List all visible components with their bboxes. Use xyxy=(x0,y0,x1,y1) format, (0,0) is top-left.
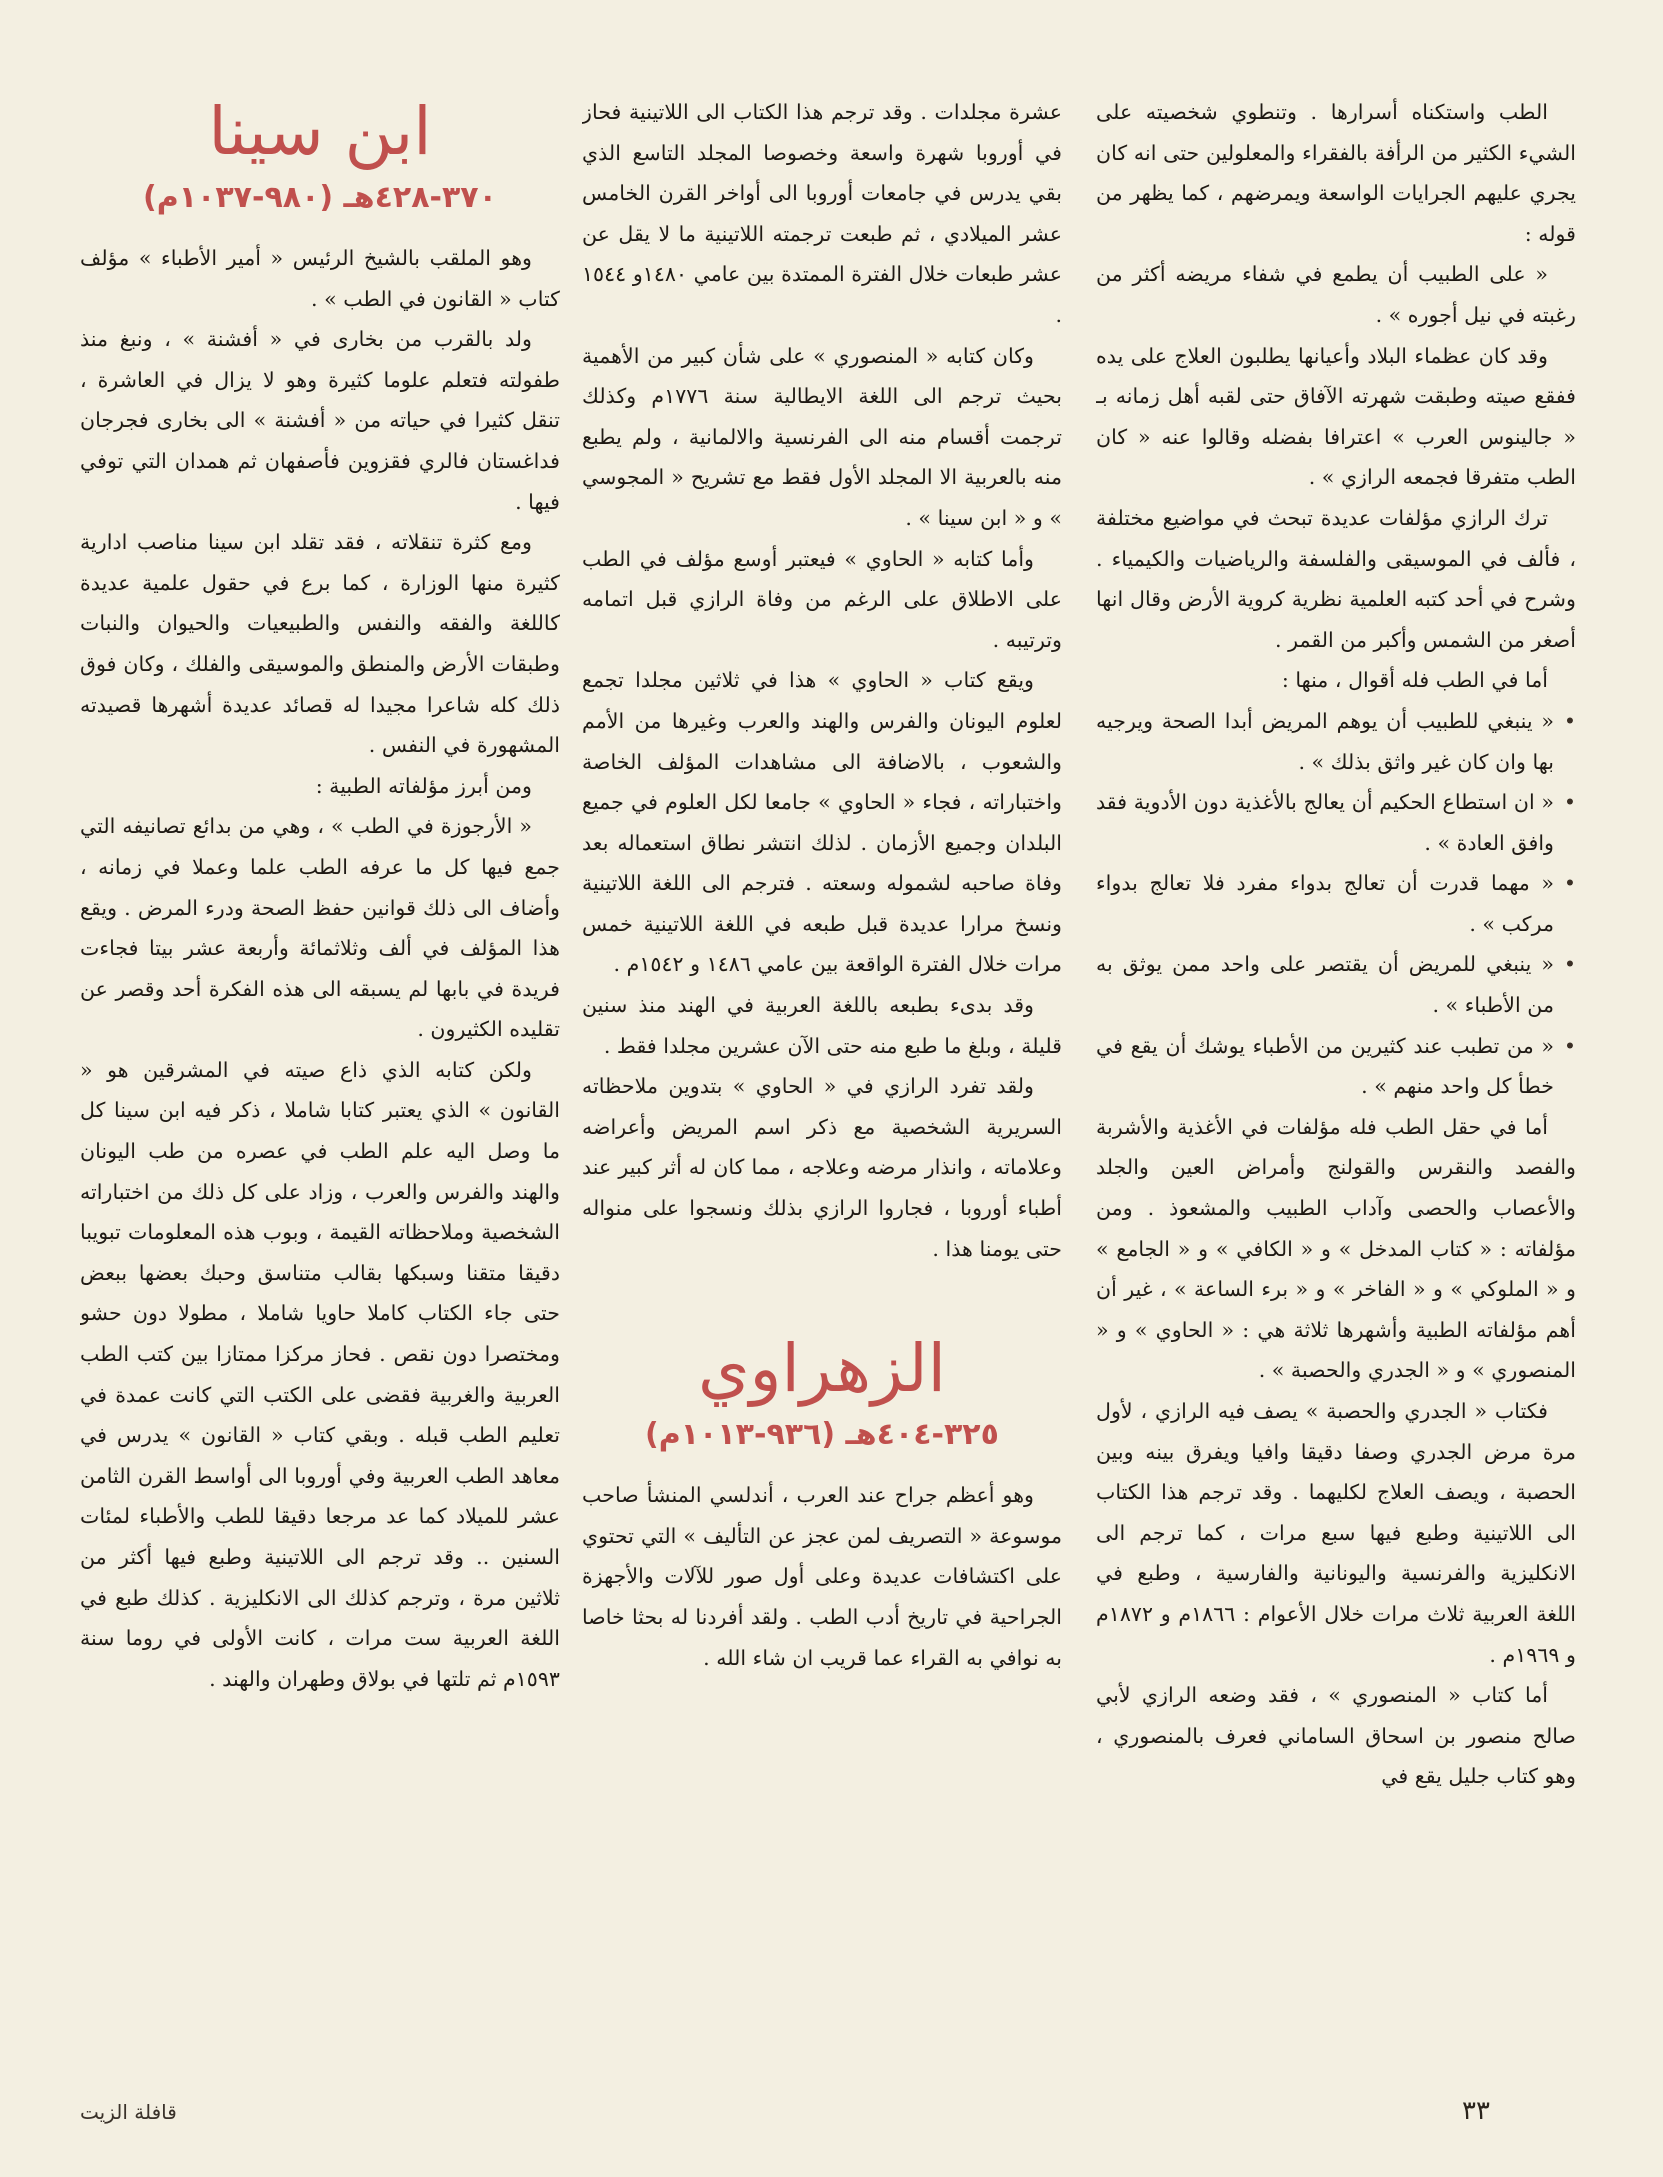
paragraph: « الأرجوزة في الطب » ، وهي من بدائع تصانيفه التي جمع فيها كل ما عرفه الطب علما وعملا في زمانه ، وأضاف الى ذلك قوانين حفظ الصحة ودرء المرض . ويقع هذا المؤلف في ألف وثلاثمائة وأربعة عشر بيتا فجاءت فريدة في بابها لم يسبقه الى هذه الفكرة أحد وقصر عن تقليده الكثيرون . xyxy=(80,814,560,1042)
paragraph: ومن أبرز مؤلفاته الطبية : xyxy=(315,773,532,798)
ibn-sina-dates: ٣٧٠-٤٢٨هـ (٩٨٠-١٠٣٧م) xyxy=(143,180,497,215)
paragraph: أما في حقل الطب فله مؤلفات في الأغذية والأشربة والفصد والنقرس والقولنج وأمراض العين والجلد والأعصاب والحصى وآداب الطبيب والمشعوذ . ومن مؤلفاته : « كتاب المدخل » و « الكافي » و « الجامع » و « الملوكي » و « الفاخر » و « برء الساعة » ، غير أن أهم مؤلفاته الطبية وأشهرها ثلاثة هي : « الحاوي » و « المنصوري » و « الجدري والحصبة » . xyxy=(1096,1114,1576,1383)
paragraph: ولقد تفرد الرازي في « الحاوي » بتدوين ملاحظاته السريرية الشخصية مع ذكر اسم المريض وأعراضه وعلاماته ، وانذار مرضه وعلاجه ، مما كان له أثر كبير عند أطباء أوروبا ، فجاروا الرازي بذلك ونسجوا على منواله حتى يومنا هذا . xyxy=(582,1074,1062,1261)
zahrawi-section xyxy=(582,1329,1062,1678)
paragraph: وأما كتابه « الحاوي » فيعتبر أوسع مؤلف في الطب على الاطلاق على الرغم من وفاة الرازي قبل اتمامه وترتيبه . xyxy=(582,546,1062,652)
paragraph: ومع كثرة تنقلاته ، فقد تقلد ابن سينا مناصب ادارية كثيرة منها الوزارة ، كما برع في حقول علمية عديدة كاللغة والفقه والنفس والطبيعيات والحيوان والنبات وطبقات الأرض والمنطق والموسيقى والفلك ، وكان فوق ذلك كله شاعرا مجيدا له قصائد عديدة أشهرها قصيدته المشهورة في النفس . xyxy=(80,530,560,758)
paragraph: ترك الرازي مؤلفات عديدة تبحث في مواضيع مختلفة ، فألف في الموسيقى والفلسفة والرياضيات والكيمياء . وشرح في أحد كتبه العلمية نظرية كروية الأرض وقال انها أصغر من الشمس وأكبر من القمر . xyxy=(1096,505,1576,652)
column-middle xyxy=(582,92,1062,2042)
paragraph: أما كتاب « المنصوري » ، فقد وضعه الرازي لأبي صالح منصور بن اسحاق الساماني فعرف بالمنصوري ، وهو كتاب جليل يقع في xyxy=(1096,1683,1576,1789)
paragraph: وقد كان عظماء البلاد وأعيانها يطلبون العلاج على يده ففقع صيته وطبقت شهرته الآفاق حتى لقبه أهل زمانه بـ « جالينوس العرب » اعترافا بفضله وقالوا عنه « كان الطب متفرقا فجمعه الرازي » . xyxy=(1096,343,1576,490)
page-number: ٣٣ xyxy=(1462,2096,1490,2126)
paragraph: « على الطبيب أن يطمع في شفاء مريضه أكثر من رغبته في نيل أجوره » . xyxy=(1096,262,1576,327)
quote-bullet: • « ينبغي للطبيب أن يوهم المريض أبدا الصحة ويرجيه بها وان كان غير واثق بذلك » . xyxy=(1096,701,1576,782)
paragraph: أما في الطب فله أقوال ، منها : xyxy=(1281,668,1548,693)
paragraph: وقد بدىء بطبعه باللغة العربية في الهند منذ سنين قليلة ، وبلغ ما طبع منه حتى الآن عشرين مجلدا فقط . xyxy=(582,993,1062,1058)
column-right xyxy=(1096,92,1576,2042)
quote-bullet: • « من تطبب عند كثيرين من الأطباء يوشك أن يقع في خطأ كل واحد منهم » . xyxy=(1096,1026,1576,1107)
column-left xyxy=(80,92,560,2042)
zahrawi-body xyxy=(582,1475,1062,1678)
zahrawi-dates: ٣٢٥-٤٠٤هـ (٩٣٦-١٠١٣م) xyxy=(645,1417,999,1453)
ibn-sina-body xyxy=(80,238,560,1699)
paragraph: وهو الملقب بالشيخ الرئيس « أمير الأطباء » مؤلف كتاب « القانون في الطب » . xyxy=(80,246,560,311)
quote-bullet: • « ينبغي للمريض أن يقتصر على واحد ممن يوثق به من الأطباء » . xyxy=(1096,944,1576,1025)
quote-bullet: • « ان استطاع الحكيم أن يعالج بالأغذية دون الأدوية فقد وافق العادة » . xyxy=(1096,782,1576,863)
paragraph: ويقع كتاب « الحاوي » هذا في ثلاثين مجلدا تجمع لعلوم اليونان والفرس والهند والعرب وغيرها من الأمم والشعوب ، بالاضافة الى مشاهدات المؤلف الخاصة واختباراته ، فجاء « الحاوي » جامعا لكل العلوم في جميع البلدان وجميع الأزمان . لذلك انتشر نطاق استعماله بعد وفاة صاحبه لشموله وسعته . فترجم الى اللغة اللاتينية ونسخ مرارا عديدة قبل طبعه في اللغة اللاتينية خمس مرات خلال الفترة الواقعة بين عامي ١٤٨٦ و ١٥٤٢م . xyxy=(582,668,1062,977)
paragraph: فكتاب « الجدري والحصبة » يصف فيه الرازي ، لأول مرة مرض الجدري وصفا دقيقا وافيا ويفرق بينه وبين الحصبة ، ويصف العلاج لكليهما . وقد ترجم هذا الكتاب الى اللاتينية وطبع فيها سبع مرات ، كما ترجم الى الانكليزية والفرنسية واليونانية والفارسية ، وطبع في اللغة العربية ثلاث مرات خلال الأعوام : ١٨٦٦م و ١٨٧٢م و ١٩٦٩م . xyxy=(1096,1399,1576,1667)
ibn-sina-title: ابن سينا xyxy=(208,93,432,170)
quote-bullet: • « مهما قدرت أن تعالج بدواء مفرد فلا تعالج بدواء مركب » . xyxy=(1096,863,1576,944)
paragraph: عشرة مجلدات . وقد ترجم هذا الكتاب الى اللاتينية فحاز في أوروبا شهرة واسعة وخصوصا المجلد التاسع الذي بقي يدرس في جامعات أوروبا الى أواخر القرن الخامس عشر الميلادي ، ثم طبعت ترجمته اللاتينية ما لا يقل عن عشر طبعات خلال الفترة الممتدة بين عامي ١٤٨٠و ١٥٤٤ . xyxy=(582,100,1062,327)
magazine-name: قافلة الزيت xyxy=(80,2100,177,2124)
paragraph: الطب واستكناه أسرارها . وتنطوي شخصيته على الشيء الكثير من الرأفة بالفقراء والمعلولين حتى انه كان يجري عليهم الجرايات الواسعة ويمرضهم ، كما يظهر من قوله : xyxy=(1096,100,1576,246)
razi-continuation xyxy=(582,92,1062,1269)
paragraph: وكان كتابه « المنصوري » على شأن كبير من الأهمية بحيث ترجم الى اللغة الايطالية سنة ١٧٧٦م وكذلك ترجمت أقسام منه الى الفرنسية والالمانية ، ولم يطبع منه بالعربية الا المجلد الأول فقط مع تشريح « المجوسي » و « ابن سينا » . xyxy=(582,343,1062,530)
paragraph: ولد بالقرب من بخارى في « أفشنة » ، ونبغ منذ طفولته فتعلم علوما كثيرة وهو لا يزال في العاشرة ، تنقل كثيرا في حياته من « أفشنة » الى بخارى فجرجان فداغستان فالري فقزوين فأصفهان ثم همدان التي توفي فيها . xyxy=(80,327,560,514)
paragraph: وهو أعظم جراح عند العرب ، أندلسي المنشأ صاحب موسوعة « التصريف لمن عجز عن التأليف » التي تحتوي على اكتشافات عديدة وعلى أول صور للآلات والأجهزة الجراحية في تاريخ أدب الطب . ولقد أفردنا له بحثا خاصا به نوافي به القراء عما قريب ان شاء الله . xyxy=(582,1483,1062,1670)
paragraph: ولكن كتابه الذي ذاع صيته في المشرقين هو « القانون » الذي يعتبر كتابا شاملا ، ذكر فيه ابن سينا كل ما وصل اليه علم الطب في عصره من طب اليونان والهند والفرس والعرب ، وزاد على كل ذلك من اختباراته الشخصية وملاحظاته القيمة ، وبوب هذه المعلومات تبويبا دقيقا متقنا وسبكها بقالب متناسق وحبك بعضها ببعض حتى جاء الكتاب كاملا حاويا شاملا ، مطولا دون حشو ومختصرا دون نقص . فحاز مركزا ممتازا بين كتب الطب العربية والغربية فقضى على الكتب التي كانت عمدة في تعليم الطب قبله . وبقي كتاب « القانون » يدرس في معاهد الطب العربية وفي أوروبا الى أواسط القرن الثامن عشر للميلاد كما عد مرجعا دقيقا للطب والأطباء لمئات السنين .. وقد ترجم الى اللاتينية وطبع فيها أكثر من ثلاثين مرة ، وترجم كذلك الى الانكليزية . كذلك طبع في اللغة العربية ست مرات ، كانت الأولى في روما سنة ١٥٩٣م ثم تلتها في بولاق وطهران والهند . xyxy=(80,1057,560,1691)
zahrawi-title: الزهراوي xyxy=(698,1330,946,1408)
